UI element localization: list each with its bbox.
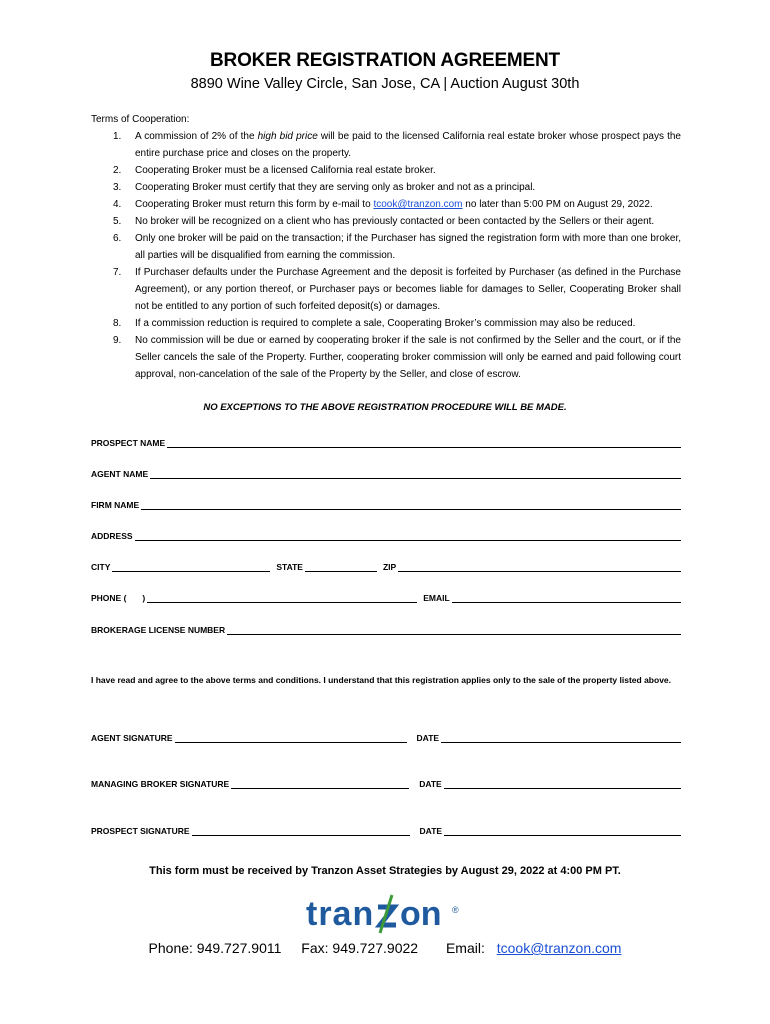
field-label: MANAGING BROKER SIGNATURE [91, 779, 230, 789]
term-emphasis: high bid price [257, 131, 318, 142]
field-label: DATE [419, 779, 442, 789]
term-item [91, 179, 681, 196]
field-label: DATE [419, 826, 443, 836]
term-number: 6. [113, 233, 122, 244]
term-item [91, 162, 681, 179]
term-number: 3. [113, 182, 122, 193]
deadline-notice: This form must be received by Tranzon Asset Strategies by August 29, 2022 at 4:00 PM PT. [149, 865, 621, 877]
field-label: PROSPECT NAME [91, 438, 166, 448]
term-item [91, 230, 681, 264]
field-label: AGENT NAME [91, 469, 149, 479]
document-title: BROKER REGISTRATION AGREEMENT [210, 50, 560, 71]
document-subtitle: 8890 Wine Valley Circle, San Jose, CA | Auction August 30th [190, 76, 580, 92]
term-number: 2. [113, 165, 122, 176]
address-line[interactable] [135, 531, 681, 541]
no-exceptions-notice: NO EXCEPTIONS TO THE ABOVE REGISTRATION PROCEDURE WILL BE MADE. [203, 402, 567, 413]
term-text: will be paid to the licensed California real estate broker whose prospect pays the entire purchase price and closes on the property. [135, 131, 681, 159]
term-item [91, 315, 681, 332]
term-text: Only one broker will be paid on the transaction; if the Purchaser has signed the registration form with more than one broker, all parties will be disqualified from earning the commission. [135, 233, 681, 261]
term-text: No broker will be recognized on a client who has previously contacted or been contacted by the Sellers or their agent. [135, 216, 655, 227]
firm-name-line[interactable] [141, 500, 681, 510]
license-line[interactable] [227, 625, 681, 635]
term-item [91, 332, 681, 383]
term-text: If Purchaser defaults under the Purchase Agreement and the deposit is forfeited by Purchaser (as defined in the Purchase Agreement), or any portion thereof, or Purchaser pays or becomes liable for damages to Seller, Cooperating Broker shall not be entitled to any portion of such forfeited deposit(s) or damages. [135, 267, 681, 312]
field-label: AGENT SIGNATURE [91, 733, 173, 743]
field-label: FIRM NAME [91, 500, 140, 510]
terms-heading: Terms of Cooperation: [91, 114, 190, 125]
field-label: PHONE ( [91, 593, 127, 603]
email-label: Email: [445, 940, 489, 956]
term-item [91, 196, 681, 213]
term-text: No commission will be due or earned by cooperating broker if the sale is not confirmed by the Seller and the court, or if the Seller cancels the sale of the Property. Further, cooperating broker commission will only be earned and paid following court approval, non-cancelation of the sale of the Property by the Seller, and close of escrow. [135, 335, 681, 380]
prospect-signature-line[interactable] [192, 826, 410, 836]
term-text: no later than 5:00 PM on August 29, 2022. [462, 199, 653, 210]
svg-text:tran: tran [306, 895, 375, 933]
contact-email [438, 940, 622, 956]
state-line[interactable] [305, 562, 377, 572]
field-label: DATE [416, 733, 440, 743]
agreement-statement: I have read and agree to the above terms and conditions. I understand that this registration applies only to the sale of the property listed above. [91, 675, 672, 685]
agent-signature-row [91, 733, 681, 743]
field-label: BROKERAGE LICENSE NUMBER [91, 625, 226, 635]
license-field[interactable] [91, 625, 681, 635]
address-field[interactable] [91, 531, 681, 541]
term-number: 5. [113, 216, 122, 227]
term-text: If a commission reduction is required to complete a sale, Cooperating Broker’s commission may also be reduced. [135, 318, 636, 329]
agent-name-field[interactable] [91, 469, 681, 479]
field-label: PROSPECT SIGNATURE [91, 826, 190, 836]
contact-fax: Fax: 949.727.9022 [301, 940, 419, 956]
terms-list [91, 128, 681, 383]
field-label: ADDRESS [91, 531, 133, 541]
field-label: ) [142, 593, 146, 603]
firm-name-field[interactable] [91, 500, 681, 510]
field-label: STATE [276, 562, 303, 572]
phone-line[interactable] [147, 593, 417, 603]
contact-line [0, 940, 770, 956]
field-label: EMAIL [423, 593, 450, 603]
term-text: Cooperating Broker must be a licensed California real estate broker. [135, 165, 436, 176]
term-number: 1. [113, 131, 122, 142]
tranzon-logo [300, 893, 470, 937]
prospect-signature-row [91, 826, 681, 836]
term-number: 9. [113, 335, 122, 346]
prospect-name-field[interactable] [91, 438, 681, 448]
term-text: A commission of 2% of the [135, 131, 258, 142]
field-label: ZIP [382, 562, 397, 572]
email-link[interactable]: tcook@tranzon.com [373, 199, 463, 210]
prospect-date-line[interactable] [444, 826, 681, 836]
term-text: Cooperating Broker must return this form by e-mail to [135, 199, 374, 210]
zip-line[interactable] [398, 562, 681, 572]
term-item [91, 128, 681, 162]
term-number: 7. [113, 267, 122, 278]
term-item [91, 213, 681, 230]
svg-text:on: on [400, 895, 442, 933]
svg-text:®: ® [452, 905, 459, 915]
contact-email-link[interactable]: tcook@tranzon.com [496, 940, 622, 956]
city-state-zip-row [91, 562, 681, 572]
managing-signature-line[interactable] [231, 779, 409, 789]
managing-broker-signature-row [91, 779, 681, 789]
term-text: Cooperating Broker must certify that they are serving only as broker and not as a principal. [135, 182, 536, 193]
field-label: CITY [91, 562, 111, 572]
agent-signature-line[interactable] [175, 733, 407, 743]
contact-phone: Phone: 949.727.9011 [148, 940, 282, 956]
managing-date-line[interactable] [444, 779, 681, 789]
term-item [91, 264, 681, 315]
phone-email-row [91, 593, 681, 603]
prospect-name-line[interactable] [167, 438, 681, 448]
agent-date-line[interactable] [441, 733, 681, 743]
term-number: 8. [113, 318, 122, 329]
term-number: 4. [113, 199, 122, 210]
email-line[interactable] [452, 593, 681, 603]
agent-name-line[interactable] [150, 469, 681, 479]
city-line[interactable] [112, 562, 270, 572]
